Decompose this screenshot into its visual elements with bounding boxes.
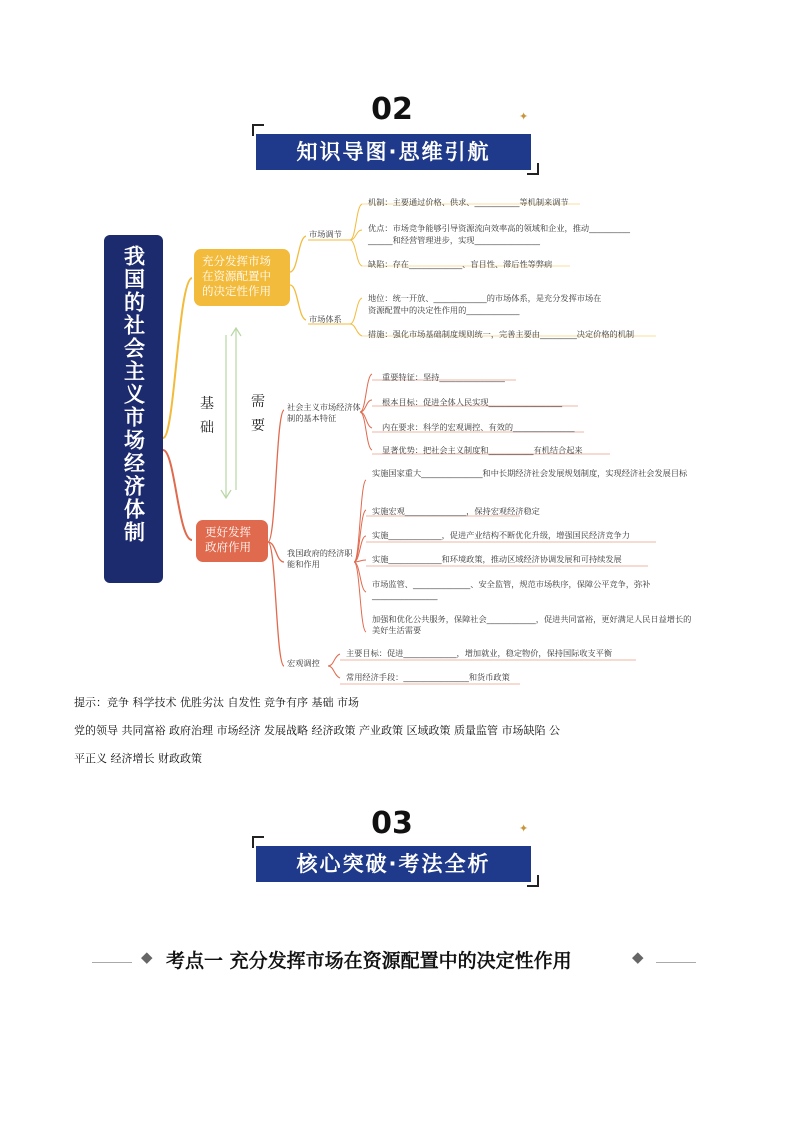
leaf: 机制：主要通过价格、供求、___________等机制来调节 bbox=[368, 197, 569, 207]
leaf: 资源配置中的决定性作用的_____________ bbox=[368, 305, 520, 315]
node-government-functions: 我国政府的经济职能和作用 bbox=[287, 548, 353, 569]
leaf: 根本目标：促进全体人民实现__________________ bbox=[382, 397, 563, 407]
leaf: ______和经营管理进步，实现________________ bbox=[368, 235, 540, 245]
node-basic-features: 社会主义市场经济体制的基本特征 bbox=[287, 402, 361, 423]
bracket-bottom-right bbox=[527, 163, 539, 175]
section-number: 02 bbox=[371, 92, 413, 127]
leaf: 缺陷：存在_____________、盲目性、滞后性等弊病 bbox=[368, 259, 553, 269]
mindmap-root-node bbox=[104, 235, 163, 583]
leaf: 内在要求：科学的宏观调控、有效的_______________ bbox=[382, 422, 575, 432]
leaf: 重要特征：坚持________________ bbox=[382, 372, 505, 382]
leaf: 地位：统一开放、_____________的市场体系，是充分发挥市场在 bbox=[368, 293, 602, 303]
leaf: 加强和优化公共服务，保障社会____________，促进共同富裕，更好满足人民日益增长的美好生活需要 bbox=[372, 614, 692, 635]
diamond-icon: ◆ bbox=[632, 948, 644, 966]
leaf: 显著优势：把社会主义制度和___________有机结合起来 bbox=[382, 445, 583, 455]
leaf: 实施_____________，促进产业结构不断优化升级，增强国民经济竞争力 bbox=[372, 530, 630, 540]
sparkle-icon: ✦ bbox=[519, 110, 529, 123]
leaf: 优点：市场竞争能够引导资源流向效率高的领域和企业，推动__________ bbox=[368, 223, 631, 233]
mindmap-root-label: 我国的社会主义市场经济体制 bbox=[121, 245, 146, 544]
leaf: 主要目标：促进_____________，增加就业，稳定物价，保持国际收支平衡 bbox=[346, 648, 613, 658]
leaf: 实施国家重大_______________和中长期经济社会发展规划制度，实现经济社会发展目标 bbox=[372, 468, 688, 478]
hint-line-2: 党的领导 共同富裕 政府治理 市场经济 发展战略 经济政策 产业政策 区域政策 质量监管 市场缺陷 公 bbox=[74, 724, 560, 737]
divider-left bbox=[92, 962, 132, 963]
link-label-need: 需要 bbox=[251, 394, 265, 434]
bracket-bottom-right bbox=[527, 875, 539, 887]
leaf: 措施：强化市场基础制度规则统一，完善主要由_________决定价格的机制 bbox=[368, 329, 635, 339]
diamond-icon: ◆ bbox=[141, 948, 153, 966]
leaf: 常用经济手段：________________和货币政策 bbox=[346, 672, 510, 682]
leaf: 实施_____________和环境政策，推动区域经济协调发展和可持续发展 bbox=[372, 554, 622, 564]
section-number: 03 bbox=[371, 806, 413, 841]
leaf: 实施宏观_______________，保持宏观经济稳定 bbox=[372, 506, 540, 516]
section-banner: 核心突破·考法全析 bbox=[256, 846, 531, 882]
node-market-regulation: 市场调节 bbox=[309, 229, 342, 239]
leaf: 市场监管、______________、安全监管，规范市场秩序，保障公平竞争，弥补________________ bbox=[372, 579, 651, 600]
mindmap-branch-government: 更好发挥政府作用 bbox=[196, 520, 268, 562]
hint-line-1: 提示：竞争 科学技术 优胜劣汰 自发性 竞争有序 基础 市场 bbox=[74, 696, 359, 709]
kaodian-title: 考点一 充分发挥市场在资源配置中的决定性作用 bbox=[166, 950, 572, 972]
link-label-basis: 基础 bbox=[200, 396, 214, 436]
node-macro-control: 宏观调控 bbox=[287, 658, 320, 668]
hint-line-3: 平正义 经济增长 财政政策 bbox=[74, 752, 202, 765]
section-banner: 知识导图·思维引航 bbox=[256, 134, 531, 170]
divider-right bbox=[656, 962, 696, 963]
node-market-system: 市场体系 bbox=[309, 314, 342, 324]
sparkle-icon: ✦ bbox=[519, 822, 529, 835]
mindmap-branch-market: 充分发挥市场在资源配置中的决定性作用 bbox=[194, 249, 290, 306]
